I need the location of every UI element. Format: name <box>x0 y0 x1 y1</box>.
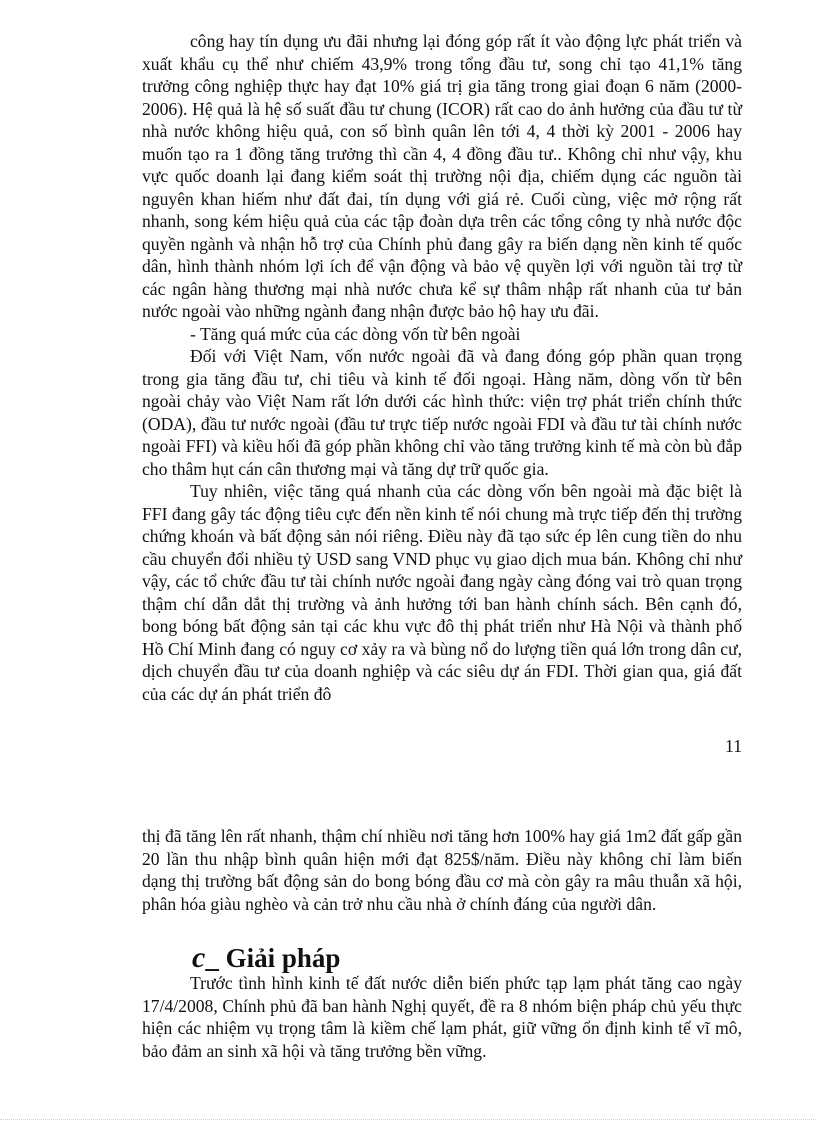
paragraph-foreign-capital: Đối với Việt Nam, vốn nước ngoài đã và đang đóng góp phần quan trọng trong gia tăng đầu tư, chi tiêu và kinh tế đối ngoại. Hàng năm, dòng vốn từ bên ngoài chảy vào Việt Nam rất lớn dưới các hình thức: viện trợ phát triển chính thức (ODA), đầu tư nước ngoài (đầu tư trực tiếp nước ngoài FDI và đầu tư tài chính nước ngoài FFI) và kiều hối đã góp phần không chỉ vào tăng trưởng kinh tế mà còn bù đắp cho thâm hụt cán cân thương mại và tăng dự trữ quốc gia. <box>142 346 742 479</box>
paragraph-continuation: công hay tín dụng ưu đãi nhưng lại đóng góp rất ít vào động lực phát triển và xuất khẩu cụ thể như chiếm 43,9% trong tổng đầu tư, song chỉ tạo 41,1% tăng trưởng công nghiệp thực hay đạt 10% giá trị gia tăng trong giai đoạn 6 năm (2000-2006). Hệ quả là hệ số suất đầu tư chung (ICOR) rất cao do ảnh hưởng của đầu tư từ nhà nước không hiệu quả, con số bình quân lên tới 4, 4 thời kỳ 2001 - 2006 hay muốn tạo ra 1 đồng tăng trưởng thì cần 4, 4 đồng đầu tư.. Không chỉ như vậy, khu vực quốc doanh lại đang kiểm soát thị trường nội địa, chiếm dụng các nguồn tài nguyên khan hiếm như đất đai, tín dụng với giá rẻ. Cuối cùng, việc mở rộng rất nhanh, song kém hiệu quả của các tập đoàn dựa trên các tổng công ty nhà nước độc quyền ngành và nhận hỗ trợ của Chính phủ đang gây ra biến dạng nền kinh tế quốc dân, hình thành nhóm lợi ích để vận động và bảo vệ quyền lợi với nguồn tài trợ từ các ngân hàng thương mại nhà nước chưa kể sự thâm nhập rất nhanh của tư bản nước ngoài vào những ngành đang nhận được bảo hộ hay ưu đãi. <box>142 31 742 321</box>
paragraph-continuation-next-page: thị đã tăng lên rất nhanh, thậm chí nhiều nơi tăng hơn 100% hay giá 1m2 đất gấp gần 20 lần thu nhập bình quân hiện mới đạt 825$/năm. Điều này không chỉ làm biến dạng thị trường bất động sản do bong bóng đầu cơ mà còn gây ra mâu thuẫn xã hội, phân hóa giàu nghèo và cản trở nhu cầu nhà ở chính đáng của người dân. <box>142 826 742 914</box>
paragraph-ffi-impact: Tuy nhiên, việc tăng quá nhanh của các dòng vốn bên ngoài mà đặc biệt là FFI đang gây tác động tiêu cực đến nền kinh tế nói chung mà trực tiếp đến thị trường chứng khoán và bất động sản nói riêng. Điều này đã tạo sức ép lên cung tiền do nhu cầu chuyển đổi nhiều tỷ USD sang VND phục vụ giao dịch mua bán. Không chỉ như vậy, các tổ chức đầu tư tài chính nước ngoài đang ngày càng đóng vai trò quan trọng thậm chí dẫn dắt thị trường và ảnh hưởng tới ban hành chính sách. Bên cạnh đó, bong bóng bất động sản tại các khu vực đô thị phát triển như Hà Nội và thành phố Hồ Chí Minh đang có nguy cơ xảy ra và bùng nổ do lượng tiền quá lớn trong dân cư, dịch chuyển đầu tư của doanh nghiệp và các siêu dự án FDI. Thời gian qua, giá đất của các dự án phát triển đô <box>142 481 742 704</box>
section-title: _ Giải pháp <box>205 943 341 973</box>
page-12-body <box>142 825 742 915</box>
solution-body <box>142 972 742 1062</box>
paragraph-solution: Trước tình hình kinh tế đất nước diễn biến phức tạp lạm phát tăng cao ngày 17/4/2008, Chính phủ đã ban hành Nghị quyết, đề ra 8 nhóm biện pháp chủ yếu thực hiện các nhiệm vụ trọng tâm là kiềm chế lạm phát, giữ vững ổn định kinh tế vĩ mô, bảo đảm an sinh xã hội và tăng trưởng bền vững. <box>142 973 742 1061</box>
section-heading <box>192 942 340 974</box>
page-11-body <box>142 30 742 705</box>
section-letter: c <box>192 941 206 974</box>
page-number: 11 <box>725 736 742 756</box>
page-bottom-divider <box>0 1119 816 1121</box>
bullet-heading: - Tăng quá mức của các dòng vốn từ bên ngoài <box>190 323 521 344</box>
